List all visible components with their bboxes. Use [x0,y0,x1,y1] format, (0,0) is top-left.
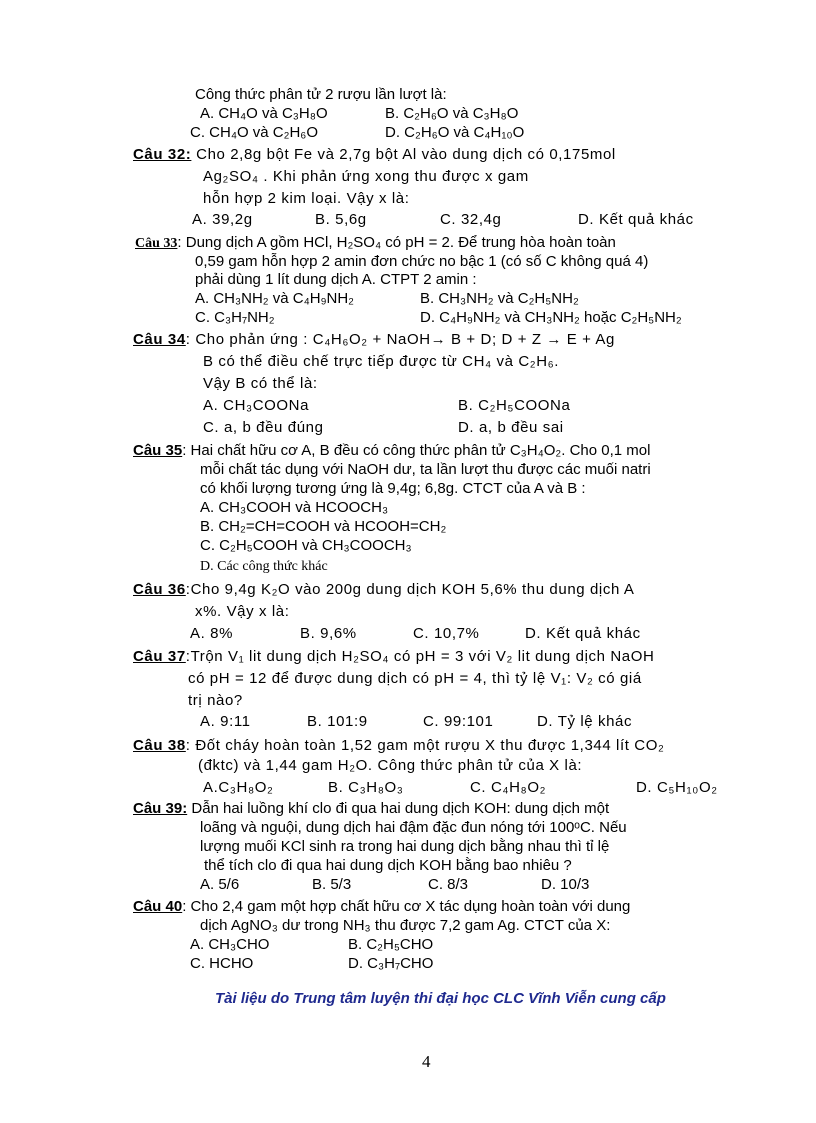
option-a: A. CH₄O và C₃H₈O [200,105,328,122]
option-b: B. C₂H₆O và C₃H₈O [385,105,519,122]
option-b: B. 5/3 [312,876,352,893]
option-c: C. 32,4g [440,211,502,228]
question-37 [133,648,654,666]
question-text: Ag₂SO₄ . Khi phản ứng xong thu được x gam [203,168,529,185]
option-d: D. 10/3 [541,876,590,893]
question-label: Câu 35 [133,442,183,459]
option-d: D. Tỷ lệ khác [537,713,633,730]
option-d: D. C₅H₁₀O₂ [636,779,718,796]
question-label: Câu 40 [133,898,183,915]
option-c: C. C₂H₅COOH và CH₃COOCH₃ [200,537,412,554]
footer-credit: Tài liệu do Trung tâm luyện thi đại học CLC Vĩnh Viễn cung cấp [215,990,666,1007]
option-b: B. 9,6% [300,625,357,642]
question-text: có pH = 12 để được dung dịch có pH = 4, thì tỷ lệ V₁: V₂ có giá [188,670,642,687]
question-text: : Hai chất hữu cơ A, B đều có công thức phân tử C₃H₄O₂. Cho 0,1 mol [182,442,651,459]
option-c: C. HCHO [190,955,254,972]
question-label: Câu 32: [133,146,192,163]
option-b: B. CH₃NH₂ và C₂H₅NH₂ [420,290,579,307]
option-b: B. C₂H₅COONa [458,397,571,414]
question-39 [133,800,609,818]
question-text: loãng và nguội, dung dịch hai đậm đặc đun nóng tới 100ᵒC. Nếu [200,819,627,836]
option-a: A. CH₃CHO [190,936,270,953]
option-b: B. CH₂=CH=COOH và HCOOH=CH₂ [200,518,447,535]
question-label: Câu 36 [133,581,186,598]
option-a: A. CH₃COOH và HCOOCH₃ [200,499,389,516]
option-d: D. C₃H₇CHO [348,955,434,972]
option-d: D. Các công thức khác [200,559,328,574]
option-c: C. C₃H₇NH₂ [195,309,275,326]
question-text: Cho 2,8g bột Fe và 2,7g bột Al vào dung dịch có 0,175mol [191,146,616,163]
question-text: phải dùng 1 lít dung dịch A. CTPT 2 amin : [195,271,477,288]
option-a: A. 8% [190,625,234,642]
question-text: hỗn hợp 2 kim loại. Vậy x là: [203,190,410,207]
question-32 [133,146,616,164]
question-text: (đktc) và 1,44 gam H₂O. Công thức phân tử của X là: [198,757,583,774]
question-text: dịch AgNO₃ dư trong NH₃ thu được 7,2 gam Ag. CTCT của X: [200,917,611,934]
option-d: D. C₂H₆O và C₄H₁₀O [385,124,525,141]
option-a: A. CH₃NH₂ và C₄H₉NH₂ [195,290,355,307]
question-text: : Cho phản ứng : C₄H₆O₂ + NaOH→ B + D; D + Z → E + Ag [185,331,615,348]
option-b: B. C₃H₈O₃ [328,779,404,796]
option-b: B. 101:9 [307,713,368,730]
intro-text: Công thức phân tử 2 rượu lần lượt là: [195,86,447,103]
question-40 [133,898,630,916]
question-text: : Cho 2,4 gam một hợp chất hữu cơ X tác dụng hoàn toàn với dung [182,898,631,915]
option-d: D. Kết quả khác [578,211,694,228]
option-a: A. CH₃COONa [203,397,310,414]
question-text: x%. Vậy x là: [195,603,290,620]
question-label: Câu 34 [133,331,186,348]
question-label: Câu 33 [135,236,178,251]
option-a: A. 5/6 [200,876,240,893]
option-a: A. 39,2g [192,211,253,228]
option-c: C. C₄H₈O₂ [470,779,547,796]
option-b: B. 5,6g [315,211,367,228]
question-text: B có thể điều chế trực tiếp được từ CH₄ và C₂H₆. [203,353,560,370]
question-text: thể tích clo đi qua hai dung dịch KOH bằng bao nhiêu ? [204,857,572,874]
question-text: Vậy B có thể là: [203,375,318,392]
question-text: 0,59 gam hỗn hợp 2 amin đơn chức no bậc 1 (có số C không quá 4) [195,253,649,270]
option-a: A.C₃H₈O₂ [203,779,274,796]
question-text: :Cho 9,4g K₂O vào 200g dung dịch KOH 5,6% thu dung dịch A [185,581,635,598]
option-d: D. Kết quả khác [525,625,641,642]
question-text: :Trộn V₁ lit dung dịch H₂SO₄ có pH = 3 với V₂ lit dung dịch NaOH [185,648,655,665]
question-36 [133,581,634,599]
question-label: Câu 37 [133,648,186,665]
question-text: : Dung dịch A gồm HCl, H₂SO₄ có pH = 2. Để trung hòa hoàn toàn [177,234,616,251]
question-text: : Đốt cháy hoàn toàn 1,52 gam một rượu X thu được 1,344 lít CO₂ [185,737,665,754]
question-text: lượng muối KCl sinh ra trong hai dung dịch bằng nhau thì tỉ lệ [200,838,610,855]
option-c: C. a, b đều đúng [203,419,324,436]
option-c: C. 10,7% [413,625,480,642]
page-number: 4 [422,1052,431,1071]
question-text: mỗi chất tác dụng với NaOH dư, ta lần lượt thu được các muối natri [200,461,651,478]
question-text: Dẫn hai luồng khí clo đi qua hai dung dịch KOH: dung dịch một [187,800,610,817]
question-text: có khối lượng tương ứng là 9,4g; 6,8g. CTCT của A và B : [200,480,586,497]
question-35 [133,442,650,460]
question-text: trị nào? [188,692,243,709]
option-d: D. a, b đều sai [458,419,564,436]
option-c: C. 99:101 [423,713,494,730]
question-label: Câu 39: [133,800,188,817]
option-c: C. CH₄O và C₂H₆O [190,124,319,141]
question-33 [135,234,616,253]
question-label: Câu 38 [133,737,186,754]
option-d: D. C₄H₉NH₂ và CH₃NH₂ hoặc C₂H₅NH₂ [420,309,682,326]
option-a: A. 9:11 [200,713,251,730]
question-34 [133,331,615,349]
option-c: C. 8/3 [428,876,469,893]
question-38 [133,737,664,755]
option-b: B. C₂H₅CHO [348,936,434,953]
